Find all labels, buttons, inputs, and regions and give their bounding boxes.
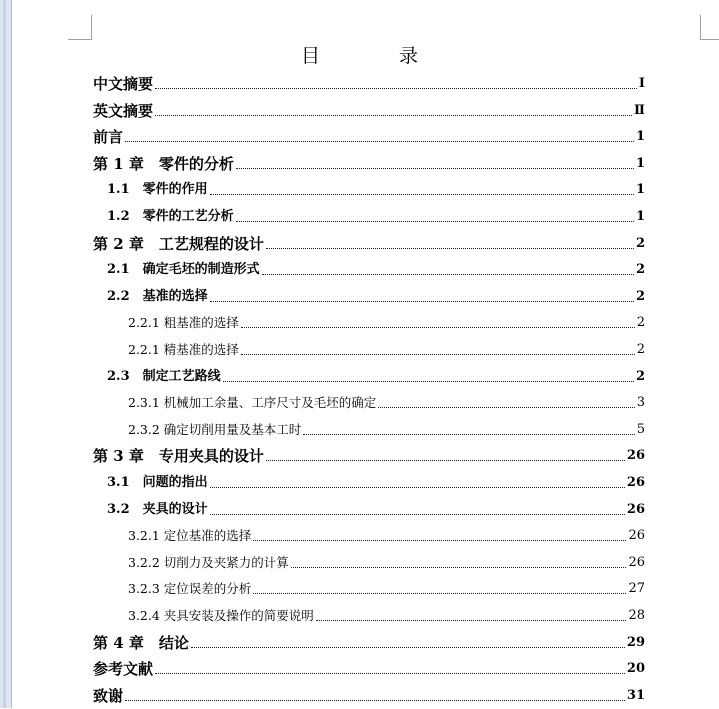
dot-leader: [155, 115, 632, 116]
toc-entry-label: 第 3 章 专用夹具的设计: [93, 447, 264, 466]
toc-entry[interactable]: [93, 603, 645, 629]
toc-entry-page: 1: [635, 155, 645, 171]
dot-leader: [253, 540, 626, 541]
dot-leader: [316, 620, 627, 621]
dot-leader: [236, 168, 634, 169]
toc-entry-label: 致谢: [93, 686, 124, 705]
dot-leader: [210, 194, 634, 195]
toc-entry-page: 2: [636, 315, 645, 331]
toc-entry[interactable]: [93, 310, 645, 336]
toc-entry[interactable]: [93, 630, 645, 656]
dot-leader: [378, 407, 634, 408]
toc-entry[interactable]: [93, 497, 645, 523]
toc-entry[interactable]: [93, 470, 645, 496]
toc-entry[interactable]: [93, 337, 645, 363]
toc-entry[interactable]: [93, 683, 645, 709]
toc-entry[interactable]: [93, 151, 645, 177]
dot-leader: [223, 381, 634, 382]
toc-entry-label: 中文摘要: [93, 75, 154, 93]
toc-entry-page: 26: [628, 554, 645, 570]
toc-entry-label: 前言: [93, 128, 124, 147]
toc-entry-label: 2.2.1 粗基准的选择: [128, 315, 239, 331]
toc-entry-label: 3.2.2 切削力及夹紧力的计算: [128, 554, 289, 570]
toc-entry-label: 2.1 确定毛坯的制造形式: [107, 262, 260, 278]
dot-leader: [155, 88, 637, 89]
toc-entry-page: 2: [635, 368, 645, 384]
toc-entry-label: 2.3.1 机械加工余量、工序尺寸及毛坯的确定: [128, 395, 377, 411]
toc-entry-page: 1: [635, 182, 645, 198]
dot-leader: [125, 700, 625, 701]
toc-entry-label: 第 4 章 结论: [93, 633, 189, 652]
toc-entry-page: 29: [626, 634, 645, 650]
dot-leader: [191, 647, 625, 648]
crop-mark-top-left: [68, 39, 92, 40]
toc-entry[interactable]: [93, 390, 645, 416]
dot-leader: [253, 593, 626, 594]
toc-entry-page: 2: [635, 235, 645, 251]
toc-entry-label: 3.1 问题的指出: [107, 475, 208, 490]
dot-leader: [262, 274, 634, 275]
dot-leader: [210, 301, 634, 302]
toc-entry[interactable]: [93, 284, 645, 310]
toc-entry-label: 英文摘要: [93, 101, 154, 120]
dot-leader: [155, 673, 625, 674]
toc-entry-page: 26: [626, 448, 645, 464]
toc-entry-page: 5: [636, 421, 645, 437]
toc-entry[interactable]: [93, 257, 645, 283]
toc-entry[interactable]: [93, 550, 645, 576]
dot-leader: [303, 434, 634, 435]
toc-entry-label: 1.2 零件的工艺分析: [107, 209, 234, 224]
toc-entry[interactable]: [93, 443, 645, 469]
toc-entry-label: 第 2 章 工艺规程的设计: [93, 234, 264, 253]
dot-leader: [291, 567, 627, 568]
toc-entry-label: 参考文献: [93, 660, 154, 679]
toc-entry[interactable]: [93, 364, 645, 390]
toc-entry-page: 3: [636, 395, 645, 411]
toc-entry-label: 2.2 基准的选择: [107, 288, 208, 304]
toc-entry-page: 27: [628, 581, 645, 597]
dot-leader: [210, 514, 625, 515]
toc-entry-page: 26: [626, 475, 645, 490]
toc-entry-label: 2.3 制定工艺路线: [107, 368, 221, 384]
toc-title: 目 录: [300, 45, 448, 67]
toc-entry-page: 20: [626, 661, 645, 677]
toc-entry[interactable]: [93, 523, 645, 549]
left-ruler-inner: [3, 0, 6, 708]
toc-entry-label: 1.1 零件的作用: [107, 182, 208, 198]
toc-entry-label: 3.2.3 定位误差的分析: [128, 581, 252, 597]
toc-entry[interactable]: [93, 576, 645, 602]
toc-entry-page: 26: [626, 501, 645, 517]
toc-entry[interactable]: [93, 204, 645, 230]
toc-entry[interactable]: [93, 656, 645, 682]
toc-entry-label: 3.2.4 夹具安装及操作的简要说明: [128, 608, 314, 623]
toc-entry-page: Ⅰ: [638, 76, 645, 91]
toc-entry[interactable]: [93, 98, 645, 124]
toc-entry-page: Ⅱ: [634, 102, 645, 118]
dot-leader: [210, 487, 625, 488]
toc-entry-label: 3.2 夹具的设计: [107, 501, 208, 517]
toc-entry[interactable]: [93, 177, 645, 203]
toc-entry-page: 1: [635, 209, 645, 224]
dot-leader: [241, 354, 635, 355]
dot-leader: [266, 248, 634, 249]
toc-entry[interactable]: [93, 417, 645, 443]
toc-entry[interactable]: [93, 124, 645, 150]
left-ruler-bar: [0, 0, 12, 708]
toc-entry[interactable]: [93, 71, 645, 97]
dot-leader: [241, 327, 635, 328]
toc-entry-label: 2.2.1 精基准的选择: [128, 342, 239, 357]
toc-entry-page: 2: [636, 342, 645, 357]
toc-entry-page: 2: [635, 262, 645, 278]
toc-entry-label: 3.2.1 定位基准的选择: [128, 528, 252, 544]
dot-leader: [236, 221, 634, 222]
toc-entry-page: 26: [628, 528, 645, 544]
toc-entry-page: 2: [635, 288, 645, 304]
toc-entry-page: 31: [626, 687, 645, 703]
crop-mark-top-right: [700, 15, 701, 39]
toc-entry[interactable]: [93, 231, 645, 257]
dot-leader: [266, 460, 625, 461]
toc-entry-page: 1: [635, 129, 645, 145]
crop-mark-top-left: [91, 15, 92, 39]
dot-leader: [125, 141, 634, 142]
toc-entry-page: 28: [628, 608, 645, 623]
toc-entry-label: 2.3.2 确定切削用量及基本工时: [128, 421, 302, 437]
crop-mark-top-right: [700, 39, 719, 40]
toc-entry-label: 第 1 章 零件的分析: [93, 154, 234, 173]
